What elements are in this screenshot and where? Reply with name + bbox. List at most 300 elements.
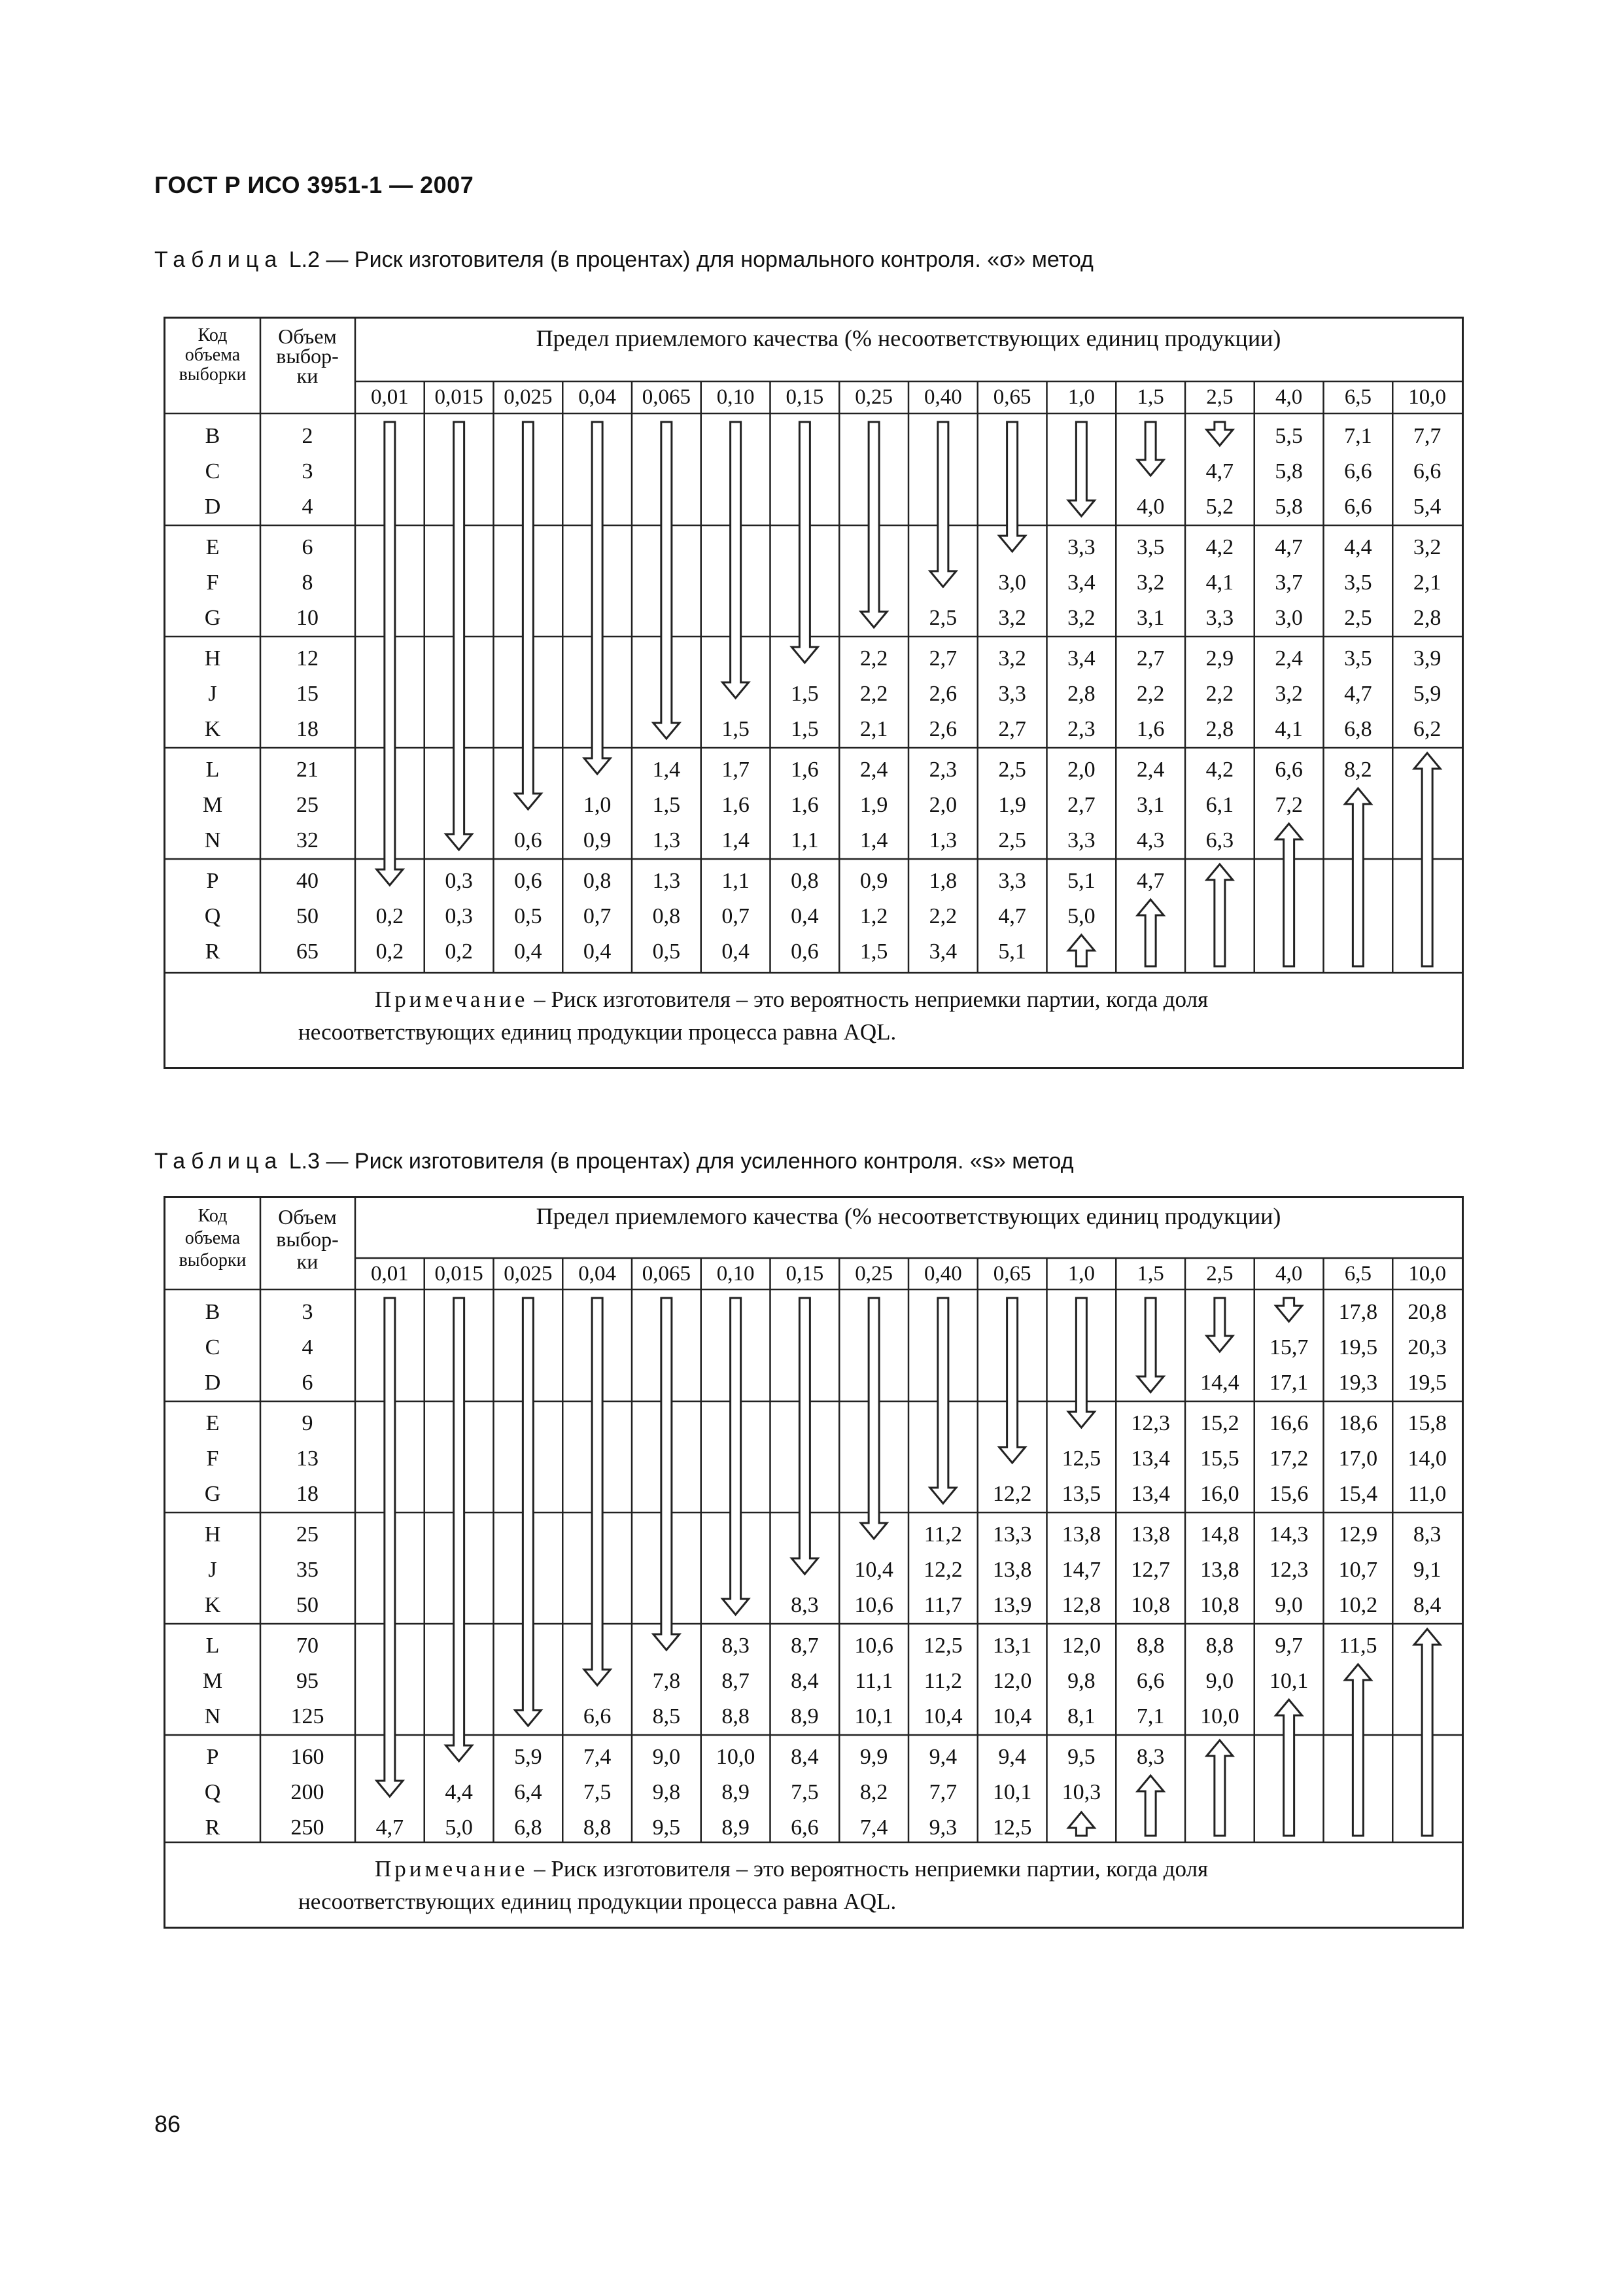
table-cell-value: 0,9 — [859, 869, 888, 893]
table-cell-value: 3,3 — [1067, 828, 1096, 852]
table-cell-value: 13,8 — [1200, 1558, 1239, 1582]
table-cell-value: 3,2 — [998, 606, 1026, 630]
table-cell-value: 6,6 — [1344, 459, 1372, 483]
row-code: F — [206, 570, 219, 595]
table-cell-value: 16,0 — [1200, 1482, 1239, 1506]
row-sample-size: 50 — [296, 1593, 319, 1617]
table-l3 — [164, 1196, 1464, 1929]
arrow-up-icon — [1414, 1629, 1440, 1836]
table-cell-value: 0,6 — [514, 869, 542, 893]
table-cell-value: 13,9 — [992, 1593, 1032, 1617]
table-cell-value: 13,8 — [1062, 1522, 1101, 1547]
table-cell-value: 6,6 — [583, 1704, 612, 1728]
arrow-down-icon — [1137, 422, 1164, 476]
table-cell-value: 12,0 — [1062, 1634, 1101, 1658]
table-cell-value: 1,6 — [721, 793, 750, 817]
table-caption-l3 — [154, 1149, 1074, 1174]
row-code: N — [204, 1704, 221, 1728]
table-cell-value: 2,5 — [929, 606, 958, 630]
table-cell-value: 6,8 — [1344, 717, 1372, 741]
table-cell-value: 3,4 — [1067, 646, 1096, 671]
arrow-down-icon — [446, 1298, 472, 1761]
table-cell-value: 5,0 — [445, 1815, 473, 1840]
table-cell-value: 5,9 — [514, 1745, 542, 1769]
table-cell-value: 10,4 — [992, 1704, 1032, 1728]
table-cell-value: 4,2 — [1205, 758, 1234, 782]
arrow-up-icon — [1068, 935, 1094, 966]
row-code: Q — [204, 904, 221, 928]
arrow-down-icon — [999, 422, 1026, 552]
table-cell-value: 9,4 — [998, 1745, 1026, 1769]
table-cell-value: 1,3 — [929, 828, 958, 852]
table-cell-value: 10,7 — [1338, 1558, 1378, 1582]
row-code: C — [205, 459, 220, 483]
table-cell-value: 5,1 — [998, 939, 1026, 964]
aql-value-12: 2,5 — [1206, 1262, 1234, 1286]
table-cell-value: 10,8 — [1200, 1593, 1239, 1617]
row-code: B — [205, 1300, 220, 1324]
table-cell-value: 14,4 — [1200, 1371, 1239, 1395]
arrow-up-icon — [1137, 900, 1164, 966]
table-cell-value: 12,2 — [992, 1482, 1032, 1506]
row-code: K — [204, 717, 221, 741]
col-header-code: Код — [198, 325, 228, 345]
table-cell-value: 1,9 — [859, 793, 888, 817]
aql-value-0: 0,01 — [371, 1262, 409, 1286]
aql-header: Предел приемлемого качества (% несоответствующих единиц продукции) — [536, 325, 1281, 351]
table-cell-value: 17,0 — [1338, 1446, 1378, 1471]
table-cell-value: 5,1 — [1067, 869, 1096, 893]
table-cell-value: 10,4 — [924, 1704, 963, 1728]
aql-value-1: 0,015 — [434, 1262, 483, 1286]
document-header: ГОСТ Р ИСО 3951-1 — 2007 — [154, 171, 474, 198]
row-code: G — [204, 606, 221, 630]
table-cell-value: 8,3 — [791, 1593, 819, 1617]
table-note — [375, 987, 1208, 1012]
page-number: 86 — [154, 2111, 181, 2137]
aql-value-11: 1,5 — [1137, 385, 1164, 409]
table-cell-value: 12,0 — [992, 1669, 1032, 1693]
aql-value-15: 10,0 — [1408, 385, 1446, 409]
aql-value-13: 4,0 — [1275, 385, 1303, 409]
arrow-down-icon — [930, 422, 956, 587]
table-cell-value: 8,8 — [721, 1704, 750, 1728]
row-sample-size: 21 — [296, 758, 319, 782]
aql-value-10: 1,0 — [1067, 385, 1095, 409]
aql-value-2: 0,025 — [504, 385, 553, 409]
table-cell-value: 0,8 — [791, 869, 819, 893]
aql-value-5: 0,10 — [716, 385, 755, 409]
table-cell-value: 8,8 — [1205, 1634, 1234, 1658]
table-cell-value: 2,8 — [1205, 717, 1234, 741]
table-cell-value: 15,5 — [1200, 1446, 1239, 1471]
row-sample-size: 25 — [296, 1522, 319, 1547]
table-l2 — [164, 317, 1464, 1069]
table-cell-value: 6,8 — [514, 1815, 542, 1840]
table-cell-value: 0,4 — [514, 939, 542, 964]
table-cell-value: 8,9 — [721, 1780, 750, 1804]
row-sample-size: 95 — [296, 1669, 319, 1693]
table-cell-value: 6,3 — [1205, 828, 1234, 852]
table-cell-value: 3,2 — [998, 646, 1026, 671]
table-cell-value: 0,8 — [583, 869, 612, 893]
table-cell-value: 1,5 — [859, 939, 888, 964]
table-cell-value: 1,1 — [791, 828, 819, 852]
table-cell-value: 14,0 — [1408, 1446, 1447, 1471]
arrow-up-icon — [1068, 1812, 1094, 1836]
row-sample-size: 12 — [296, 646, 319, 671]
table-cell-value: 8,4 — [1413, 1593, 1442, 1617]
aql-value-2: 0,025 — [504, 1262, 553, 1286]
table-cell-value: 2,0 — [1067, 758, 1096, 782]
table-cell-value: 5,8 — [1275, 495, 1303, 519]
col-header-code: Код — [198, 1206, 228, 1226]
table-cell-value: 9,0 — [1205, 1669, 1234, 1693]
table-cell-value: 8,8 — [583, 1815, 612, 1840]
row-sample-size: 65 — [296, 939, 319, 964]
row-code: N — [204, 828, 221, 852]
table-cell-value: 0,5 — [652, 939, 681, 964]
table-cell-value: 2,5 — [998, 758, 1026, 782]
table-cell-value: 19,5 — [1408, 1371, 1447, 1395]
table-cell-value: 8,2 — [1344, 758, 1372, 782]
row-code: B — [205, 424, 220, 448]
table-cell-value: 13,4 — [1131, 1446, 1170, 1471]
table-cell-value: 10,4 — [854, 1558, 893, 1582]
table-cell-value: 15,2 — [1200, 1411, 1239, 1435]
table-cell-value: 2,4 — [1136, 758, 1165, 782]
table-cell-value: 11,0 — [1408, 1482, 1447, 1506]
row-sample-size: 3 — [302, 1300, 313, 1324]
table-cell-value: 1,6 — [1136, 717, 1165, 741]
table-cell-value: 11,7 — [924, 1593, 962, 1617]
table-cell-value: 0,9 — [583, 828, 612, 852]
col-header-size: ки — [296, 364, 319, 387]
row-code: P — [206, 1745, 219, 1769]
table-cell-value: 2,2 — [1136, 682, 1165, 706]
table-cell-value: 12,5 — [992, 1815, 1032, 1840]
table-cell-value: 3,4 — [929, 939, 958, 964]
caption-text: L.3 — Риск изготовителя (в процентах) для усиленного контроля. «s» метод — [283, 1149, 1074, 1174]
arrow-down-icon — [791, 1298, 818, 1574]
arrow-up-icon — [1207, 1740, 1233, 1836]
row-code: M — [202, 793, 223, 817]
row-code: J — [208, 1558, 217, 1582]
table-cell-value: 3,2 — [1136, 570, 1165, 595]
table-cell-value: 8,9 — [791, 1704, 819, 1728]
table-cell-value: 2,4 — [859, 758, 888, 782]
aql-value-7: 0,25 — [855, 1262, 893, 1286]
table-cell-value: 0,8 — [652, 904, 681, 928]
table-note — [375, 1856, 1208, 1882]
table-cell-value: 7,5 — [791, 1780, 819, 1804]
row-code: L — [205, 1634, 220, 1658]
table-cell-value: 2,7 — [1136, 646, 1165, 671]
row-code: H — [204, 646, 221, 671]
arrow-down-icon — [515, 422, 541, 809]
col-header-size: Объем — [278, 1205, 337, 1229]
table-cell-value: 5,5 — [1275, 424, 1303, 448]
aql-value-5: 0,10 — [716, 1262, 755, 1286]
table-cell-value: 3,9 — [1413, 646, 1442, 671]
arrow-up-icon — [1137, 1776, 1164, 1836]
table-cell-value: 2,3 — [929, 758, 958, 782]
table-cell-value: 3,0 — [1275, 606, 1303, 630]
table-cell-value: 9,5 — [652, 1815, 681, 1840]
table-cell-value: 1,5 — [791, 682, 819, 706]
row-code: E — [205, 1411, 220, 1435]
table-cell-value: 16,6 — [1269, 1411, 1309, 1435]
row-sample-size: 4 — [302, 495, 313, 519]
table-cell-value: 3,2 — [1275, 682, 1303, 706]
col-header-size: Объем — [278, 324, 337, 348]
table-cell-value: 12,9 — [1338, 1522, 1378, 1547]
table-cell-value: 1,6 — [791, 758, 819, 782]
table-cell-value: 7,5 — [583, 1780, 612, 1804]
row-code: J — [208, 682, 217, 706]
table-cell-value: 6,2 — [1413, 717, 1442, 741]
table-cell-value: 19,5 — [1338, 1335, 1378, 1359]
arrow-down-icon — [1207, 1298, 1233, 1352]
table-cell-value: 3,3 — [998, 869, 1026, 893]
table-cell-value: 1,5 — [721, 717, 750, 741]
row-sample-size: 70 — [296, 1634, 319, 1658]
table-cell-value: 1,5 — [791, 717, 819, 741]
note-label: Примечание — [375, 987, 528, 1012]
table-cell-value: 2,2 — [1205, 682, 1234, 706]
table-cell-value: 3,5 — [1344, 646, 1372, 671]
aql-value-3: 0,04 — [578, 1262, 616, 1286]
table-cell-value: 13,8 — [1131, 1522, 1170, 1547]
table-cell-value: 6,6 — [1344, 495, 1372, 519]
table-cell-value: 13,8 — [992, 1558, 1032, 1582]
table-cell-value: 14,3 — [1269, 1522, 1309, 1547]
row-code: C — [205, 1335, 220, 1359]
row-code: Q — [204, 1780, 221, 1804]
table-cell-value: 8,5 — [652, 1704, 681, 1728]
row-code: R — [205, 1815, 220, 1840]
arrow-up-icon — [1345, 788, 1371, 966]
aql-value-1: 0,015 — [434, 385, 483, 409]
table-cell-value: 9,0 — [652, 1745, 681, 1769]
arrow-down-icon — [1068, 1298, 1094, 1428]
arrow-down-icon — [861, 1298, 887, 1539]
row-sample-size: 4 — [302, 1335, 313, 1359]
table-cell-value: 13,3 — [992, 1522, 1032, 1547]
table-cell-value: 1,3 — [652, 828, 681, 852]
table-cell-value: 6,6 — [1136, 1669, 1165, 1693]
row-sample-size: 160 — [290, 1745, 324, 1769]
table-cell-value: 1,9 — [998, 793, 1026, 817]
table-cell-value: 4,2 — [1205, 535, 1234, 559]
table-cell-value: 2,2 — [859, 682, 888, 706]
note-line-1: – Риск изготовителя – это вероятность неприемки партии, когда доля — [528, 987, 1209, 1012]
table-cell-value: 2,5 — [998, 828, 1026, 852]
table-cell-value: 7,1 — [1136, 1704, 1165, 1728]
arrow-down-icon — [653, 1298, 680, 1650]
row-sample-size: 3 — [302, 459, 313, 483]
table-cell-value: 13,1 — [992, 1634, 1032, 1658]
table-cell-value: 8,9 — [721, 1815, 750, 1840]
arrow-down-icon — [1068, 422, 1094, 516]
table-cell-value: 8,7 — [791, 1634, 819, 1658]
table-cell-value: 1,8 — [929, 869, 958, 893]
table-cell-value: 3,3 — [1067, 535, 1096, 559]
row-code: F — [206, 1446, 219, 1471]
aql-value-13: 4,0 — [1275, 1262, 1303, 1286]
aql-value-8: 0,40 — [924, 1262, 962, 1286]
table-cell-value: 3,2 — [1413, 535, 1442, 559]
arrow-up-icon — [1276, 1700, 1302, 1836]
table-cell-value: 15,8 — [1408, 1411, 1447, 1435]
arrow-down-icon — [584, 422, 610, 774]
table-cell-value: 0,2 — [375, 939, 404, 964]
row-sample-size: 6 — [302, 535, 313, 559]
table-cell-value: 6,6 — [1275, 758, 1303, 782]
table-cell-value: 12,5 — [924, 1634, 963, 1658]
row-sample-size: 18 — [296, 1482, 319, 1506]
table-cell-value: 8,3 — [721, 1634, 750, 1658]
row-code: G — [204, 1482, 221, 1506]
table-cell-value: 0,4 — [791, 904, 819, 928]
row-sample-size: 125 — [290, 1704, 324, 1728]
table-cell-value: 2,7 — [998, 717, 1026, 741]
arrow-up-icon — [1207, 864, 1233, 966]
table-cell-value: 1,6 — [791, 793, 819, 817]
table-cell-value: 5,8 — [1275, 459, 1303, 483]
table-cell-value: 7,1 — [1344, 424, 1372, 448]
table-cell-value: 1,7 — [721, 758, 750, 782]
caption-prefix: Таблица — [154, 1149, 283, 1174]
table-cell-value: 2,7 — [929, 646, 958, 671]
table-cell-value: 4,7 — [1136, 869, 1165, 893]
table-cell-value: 7,4 — [583, 1745, 612, 1769]
table-cell-value: 3,1 — [1136, 606, 1165, 630]
aql-value-9: 0,65 — [993, 385, 1031, 409]
table-cell-value: 9,7 — [1275, 1634, 1303, 1658]
aql-value-8: 0,40 — [924, 385, 962, 409]
table-cell-value: 8,1 — [1067, 1704, 1096, 1728]
row-sample-size: 9 — [302, 1411, 313, 1435]
table-cell-value: 10,3 — [1062, 1780, 1101, 1804]
arrow-down-icon — [791, 422, 818, 663]
table-cell-value: 5,4 — [1413, 495, 1442, 519]
col-header-code: объема — [184, 345, 241, 365]
table-cell-value: 3,1 — [1136, 793, 1165, 817]
table-cell-value: 4,0 — [1136, 495, 1165, 519]
arrow-down-icon — [377, 1298, 403, 1796]
row-code: D — [204, 1371, 221, 1395]
table-cell-value: 9,3 — [929, 1815, 958, 1840]
table-cell-value: 0,7 — [721, 904, 750, 928]
note-line-1: – Риск изготовителя – это вероятность неприемки партии, когда доля — [528, 1856, 1209, 1882]
row-sample-size: 25 — [296, 793, 319, 817]
table-cell-value: 0,3 — [445, 904, 473, 928]
table-cell-value: 8,3 — [1413, 1522, 1442, 1547]
table-cell-value: 12,3 — [1269, 1558, 1309, 1582]
table-cell-value: 7,8 — [652, 1669, 681, 1693]
col-header-size: ки — [296, 1250, 319, 1273]
table-cell-value: 10,0 — [1200, 1704, 1239, 1728]
row-code: L — [205, 758, 220, 782]
table-cell-value: 9,8 — [1067, 1669, 1096, 1693]
aql-value-4: 0,065 — [642, 1262, 691, 1286]
table-cell-value: 11,1 — [855, 1669, 893, 1693]
row-sample-size: 40 — [296, 869, 319, 893]
table-cell-value: 7,2 — [1275, 793, 1303, 817]
aql-value-6: 0,15 — [786, 385, 824, 409]
table-cell-value: 6,6 — [1413, 459, 1442, 483]
table-cell-value: 12,7 — [1131, 1558, 1170, 1582]
table-cell-value: 8,4 — [791, 1669, 819, 1693]
table-cell-value: 2,7 — [1067, 793, 1096, 817]
table-cell-value: 12,5 — [1062, 1446, 1101, 1471]
table-cell-value: 2,5 — [1344, 606, 1372, 630]
table-cell-value: 0,4 — [721, 939, 750, 964]
table-cell-value: 4,4 — [1344, 535, 1372, 559]
table-cell-value: 2,6 — [929, 682, 958, 706]
table-cell-value: 2,4 — [1275, 646, 1303, 671]
table-cell-value: 17,2 — [1269, 1446, 1309, 1471]
col-header-size: выбор- — [276, 344, 339, 368]
table-cell-value: 5,2 — [1205, 495, 1234, 519]
table-cell-value: 3,5 — [1136, 535, 1165, 559]
table-caption-l2 — [154, 247, 1094, 273]
table-cell-value: 4,3 — [1136, 828, 1165, 852]
table-cell-value: 15,7 — [1269, 1335, 1309, 1359]
table-cell-value: 8,3 — [1136, 1745, 1165, 1769]
row-code: D — [204, 495, 221, 519]
table-cell-value: 6,1 — [1205, 793, 1234, 817]
table-cell-value: 10,1 — [992, 1780, 1032, 1804]
row-code: M — [202, 1669, 223, 1693]
table-cell-value: 1,1 — [721, 869, 750, 893]
row-code: K — [204, 1593, 221, 1617]
table-cell-value: 14,7 — [1062, 1558, 1101, 1582]
table-cell-value: 0,3 — [445, 869, 473, 893]
table-cell-value: 9,1 — [1413, 1558, 1442, 1582]
table-cell-value: 11,2 — [924, 1522, 962, 1547]
table-cell-value: 2,2 — [929, 904, 958, 928]
table-cell-value: 9,5 — [1067, 1745, 1096, 1769]
aql-header: Предел приемлемого качества (% несоответствующих единиц продукции) — [536, 1203, 1281, 1229]
table-cell-value: 1,3 — [652, 869, 681, 893]
table-cell-value: 7,4 — [859, 1815, 888, 1840]
aql-value-6: 0,15 — [786, 1262, 824, 1286]
aql-value-14: 6,5 — [1344, 1262, 1372, 1286]
arrow-up-icon — [1345, 1664, 1371, 1836]
table-cell-value: 3,5 — [1344, 570, 1372, 595]
aql-value-3: 0,04 — [578, 385, 616, 409]
table-cell-value: 4,7 — [1344, 682, 1372, 706]
arrow-down-icon — [1276, 1298, 1302, 1322]
table-cell-value: 9,0 — [1275, 1593, 1303, 1617]
row-code: E — [205, 535, 220, 559]
table-cell-value: 10,1 — [1269, 1669, 1309, 1693]
table-cell-value: 3,3 — [998, 682, 1026, 706]
table-cell-value: 1,0 — [583, 793, 612, 817]
table-cell-value: 4,7 — [998, 904, 1026, 928]
table-cell-value: 4,1 — [1275, 717, 1303, 741]
row-code: P — [206, 869, 219, 893]
table-cell-value: 7,7 — [929, 1780, 958, 1804]
note-line-2: несоответствующих единиц продукции процесса равна AQL. — [298, 1019, 897, 1045]
table-cell-value: 4,4 — [445, 1780, 473, 1804]
note-line-2: несоответствующих единиц продукции процесса равна AQL. — [298, 1889, 897, 1914]
table-cell-value: 0,7 — [583, 904, 612, 928]
table-cell-value: 15,6 — [1269, 1482, 1309, 1506]
aql-value-11: 1,5 — [1137, 1262, 1164, 1286]
